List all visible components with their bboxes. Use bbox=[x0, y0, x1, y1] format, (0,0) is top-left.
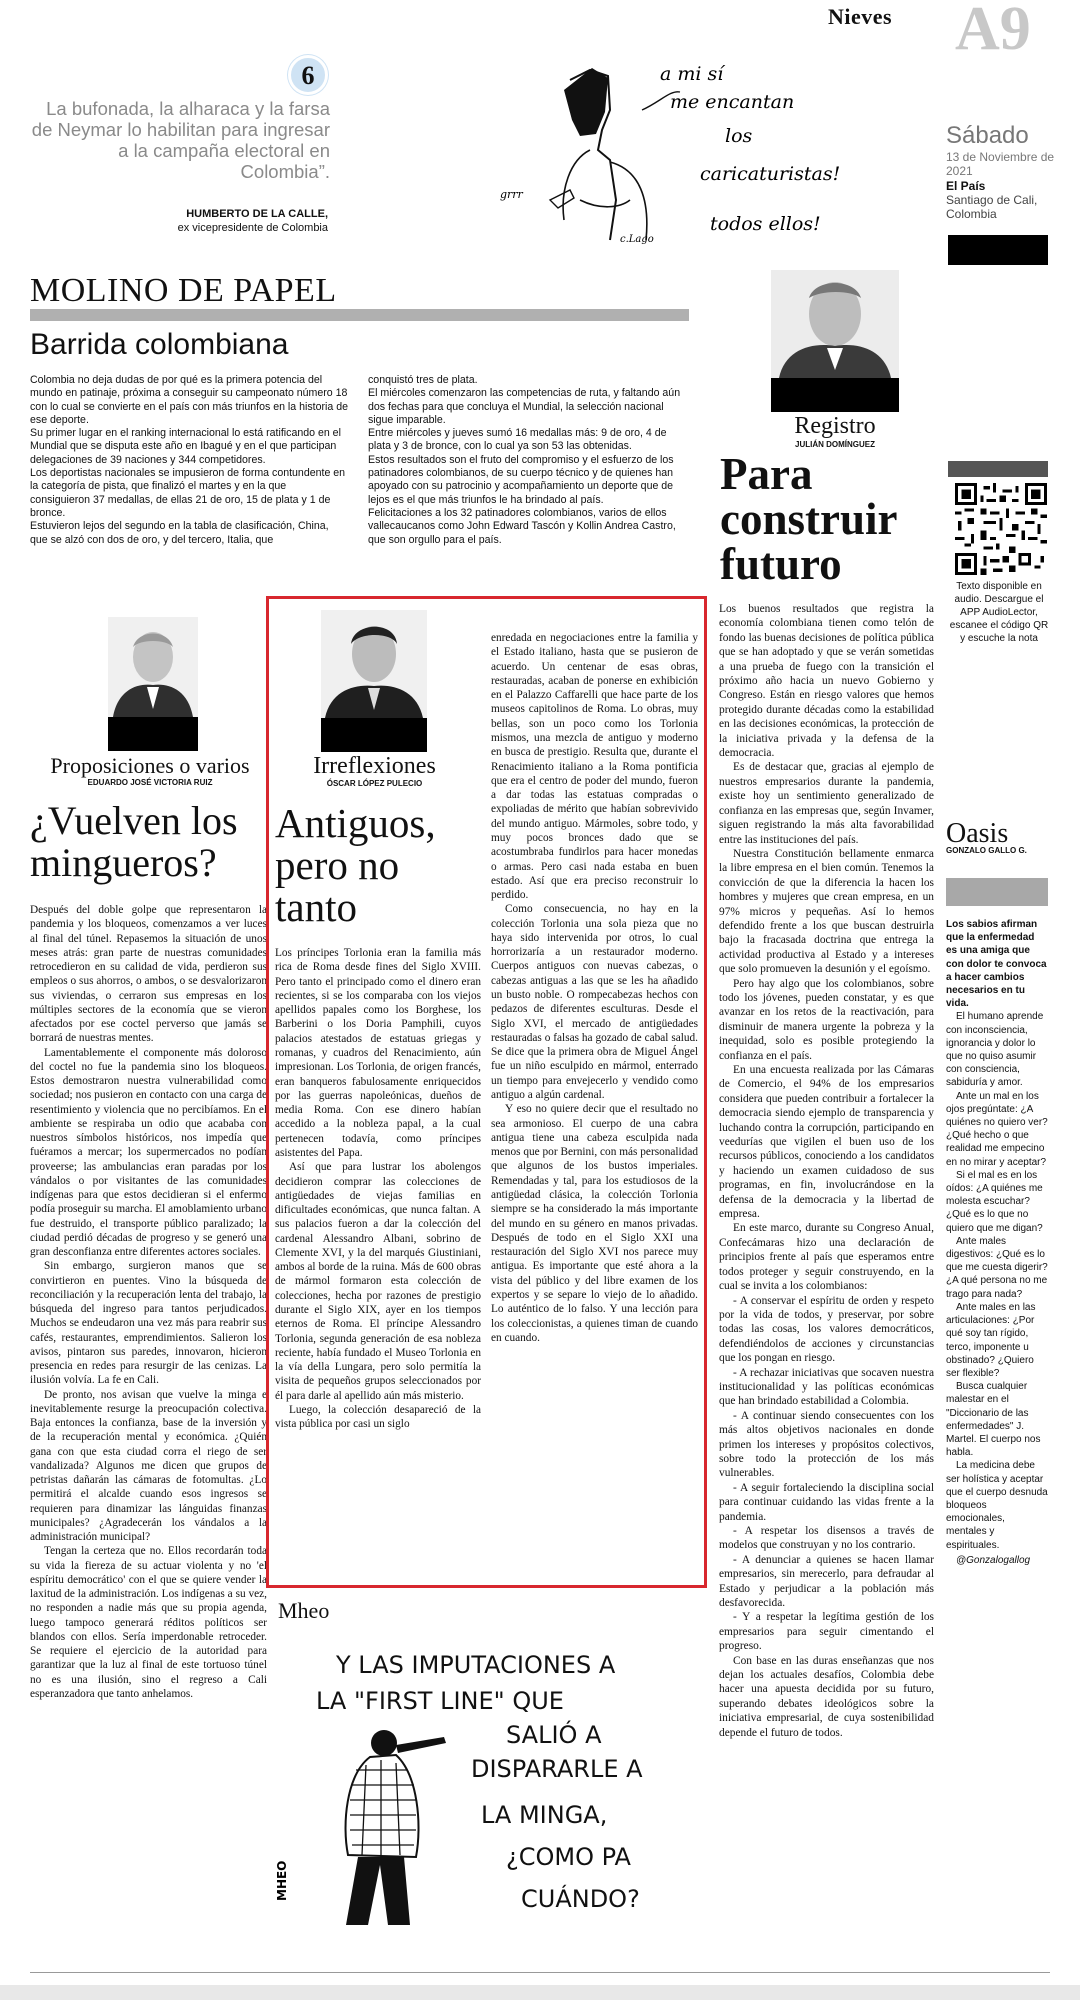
figure-head bbox=[564, 68, 608, 136]
cartoon-text-line5: LA MINGA, bbox=[481, 1801, 608, 1829]
footer-band bbox=[0, 1985, 1080, 2000]
qr-code-icon[interactable] bbox=[955, 483, 1047, 575]
page-number: A9 bbox=[955, 0, 1031, 63]
paragraph: - A seguir fortaleciendo la disciplina social para continuar cuidando las vidas frente a la pandemia. bbox=[719, 1481, 934, 1523]
paragraph: Con base en las duras enseñanzas que nos dejan los actuales desafíos, Colombia debe hacer una apuesta decidida por su futuro, superando debates ideológicos sobre la iniciativa empresarial, de cuya sostenibilidad depende el futuro de todos. bbox=[719, 1654, 934, 1739]
quote-attribution bbox=[30, 207, 328, 235]
editorial-column-2 bbox=[368, 374, 686, 547]
paragraph: - A conservar el espíritu de orden y respeto por la vida de todos, y preservar, por sobre todas las cosas, los valores democráticos, defendiéndolos de acciones y circunstancias que los pongan en riesgo. bbox=[719, 1294, 934, 1365]
cartoon-text-line4: DISPARARLE A bbox=[471, 1755, 643, 1783]
paragraph: - A denunciar a quienes se hacen llamar empresarios, sin merecerlo, para defraudar al Estado y perjudicar a la población más desfavorecida. bbox=[719, 1553, 934, 1610]
cartoon-text-line3: los bbox=[725, 125, 753, 147]
paragraph: El miércoles comenzaron las competencias de ruta, y faltando aún dos fechas para que concluya el Mundial, la selección nacional sigue imparable. bbox=[368, 387, 681, 426]
redacted-bar bbox=[948, 235, 1048, 265]
cartoon-sound: grrr bbox=[500, 188, 523, 201]
cartoon-text-line3: SALIÓ A bbox=[506, 1721, 602, 1749]
column-name: Registro bbox=[794, 413, 876, 439]
paragraph: Sin embargo, surgieron manos que se convirtieron en puentes. Vino la búsqueda de reconciliación y la recuperación lenta del trabajo, la búsqueda del ingreso para tantos perjudicados. Muchos se endeudaron una vez más para reabrir sus cafés, restaurantes, emprendimientos. Salieron los avisos, pintaron sus paredes, innovaron, hicieron presencia en redes para resurgir de las cenizas. La ilusión volvía. La fe en Cali. bbox=[30, 1260, 267, 1387]
article-headline: Antiguos, pero no tanto bbox=[275, 800, 436, 930]
section-title: MOLINO DE PAPEL bbox=[30, 272, 337, 309]
cartoon-text-line1: a mi sí bbox=[660, 63, 724, 85]
column-name: Proposiciones o varios bbox=[50, 753, 250, 778]
column-name: Irreflexiones bbox=[313, 753, 436, 779]
paragraph: Los deportistas nacionales se impusieron de forma contundente en la categoría de pista, que finalizó el martes y en la que consiguieron 37 medallas, de ellas 21 de oro, 15 de plata y 1 de bronce. bbox=[30, 467, 346, 519]
paragraph: Colombia no deja dudas de por qué es la primera potencia del mundo en patinaje, próxima a conseguir su campeonato número 18 con lo cual se convierte en el país con más triunfos en la historia de ese deporte. bbox=[30, 374, 348, 426]
paragraph: - A respetar los disensos a través de modelos que construyan y no los contrario. bbox=[719, 1525, 934, 1552]
redacted-bar bbox=[321, 718, 427, 752]
columnist-photo-irreflexiones bbox=[321, 610, 427, 718]
city: Santiago de Cali, Colombia bbox=[946, 193, 1038, 221]
paragraph: Como consecuencia, no hay en la colección Torlonia una sola pieza que no haya sido intervenida por otros, lo cual horrorizaría a un restaurador moderno. Cuerpos antiguos con nuevas cabezas, o cabezas antiguas a las que se les ha añadido un busto noble. O rompecabezas hechos con pedazos de diferentes esculturas. Desde el Siglo XVI, el mercado de antigüedades restauradas o falsas ha gozado de cabal salud. Se dice que la primera obra de Miguel Ángel fue un niño esculpido en mármol, enterrado un tiempo para envejecerlo y vendido como antiguo a algún cardenal. bbox=[491, 903, 698, 1101]
oasis-lead: Los sabios afirman que la enfermedad es una amiga que con dolor te convoca a hacer cambios necesarios en tu vida. bbox=[946, 919, 1047, 1010]
cartoon-text-line2: LA "FIRST LINE" QUE bbox=[316, 1687, 564, 1715]
section-label: Nieves bbox=[828, 4, 893, 29]
cartoon-signature: MHEO bbox=[275, 1860, 289, 1901]
paragraph: Así que para lustrar los abolengos decidieron comprar las colecciones de antigüedades de viejas familias en dificultades económicas, que nunca faltan. A sus palacios fueron a dar la colección del cardenal Alessandro Albani, sobrino de Clemente XVI, y la del marqués Giustiniani, ambos al borde de la ruina. Más de 600 obras de mármol formaron esta colección de colecciones, hecha por razones de prestigio durante el Siglo XIX, ayer en los tiempos eternos de Roma. El príncipe Alessandro Torlonia, segunda generación de esa nobleza reciente, había fundado el Museo Torlonia en la vía della Lungara, pero solo permitía la visita de pequeños grupos seleccionados por él para darle al apellido aún más misterio. bbox=[275, 1161, 481, 1402]
columnist-photo-registro bbox=[771, 270, 899, 378]
author-handle[interactable]: @Gonzalogallog bbox=[956, 1554, 1031, 1566]
cartoon-label: Mheo bbox=[278, 1598, 330, 1623]
article-body-column-2 bbox=[491, 631, 698, 1345]
column-author: EDUARDO JOSÉ VICTORIA RUIZ bbox=[87, 778, 213, 787]
column-author: GONZALO GALLO G. bbox=[946, 846, 1027, 855]
paragraph: Lamentablemente el componente más doloroso del coctel no fue la pandemia sino los bloqueos. Estos demostraron nuestra vulnerabilidad como sociedad; nos pusieron en contacto con una carga de resentimiento y violencia que no percibíamos. En el ambiente se respiraba un odio que acababa con nuestros símbolos históricos, nos impedía que fuéramos a mercar; los supermercados no podían proveerse; las ambulancias eran paradas por los vándalos o por visitantes de las comunidades indígenas para que estos decidieran si el enfermo podía proseguir su marcha. El amoblamiento urbano fue destruido, el transporte público paralizado; la ciudad perdió décadas de progreso y se generó una gran desconfianza entre diferentes actores sociales. bbox=[30, 1046, 267, 1258]
column-author: JULIÁN DOMÍNGUEZ bbox=[795, 440, 875, 449]
paragraph: Busca cualquier malestar en el "Diccionario de las enfermedades" J. Martel. El cuerpo nos habla. bbox=[946, 1381, 1041, 1459]
paragraph: - A rechazar iniciativas que socaven nuestra institucionalidad y las políticas económicas que han brindado estabilidad a Colombia. bbox=[719, 1366, 934, 1408]
paragraph: Su primer lugar en el ranking internacional lo está ratificando en el Mundial que se disputa este año en Ibagué y en el que participan delegaciones de 39 naciones y 344 competidores. bbox=[30, 427, 341, 466]
redacted-bar bbox=[108, 717, 198, 751]
cartoon-text-line4: caricaturistas! bbox=[700, 163, 841, 185]
paragraph: De pronto, nos avisan que vuelve la minga e inevitablemente resurge la preocupación colectiva. Baja entonces la confianza, base de la inversión y de la recuperación mental y económica. ¿Quién gana con que esta ciudad corra el riego de ser vandalizada? Algunos me dicen que grupos de petristas dañarán las cámaras de fotomultas. ¿Lo permitirá el alcalde cuando esos ingresos se requieren para dinamizar las lánguidas finanzas municipales? ¿Agradecerán los vándalos a la administración municipal? bbox=[30, 1388, 267, 1543]
redacted-bar bbox=[946, 878, 1048, 906]
paragraph: En una encuesta realizada por las Cámaras de Comercio, el 94% de los empresarios considera que pueden contribuir a fortalecer la democracia siendo ejemplo de transparencia y luchando contra la corrupción, participando en veedurías que vigilen el buen uso de los recursos públicos, conociendo a los candidatos y haciendo un examen cuidadoso de sus programas, en fin, involucrándose en la defensa de la democracia y la libertad de empresa. bbox=[719, 1064, 934, 1221]
date: 13 de Noviembre de 2021 bbox=[946, 150, 1055, 178]
paragraph: Si el mal es en los oídos: ¿A quiénes me molesta escuchar? ¿Qué es lo que no quiero que me digan? bbox=[946, 1169, 1043, 1234]
newspaper-name: El País bbox=[946, 179, 986, 193]
paragraph: Pero hay algo que los colombianos, sobre todo los jóvenes, pueden constatar, y es que avanzar en los retos de la reactivación, para disminuir de manera urgente la pobreza y la inequidad, solo es posible protegiendo la confianza en el país. bbox=[719, 977, 934, 1062]
paragraph: enredada en negociaciones entre la familia y el Estado italiano, hasta que se pusieron de acuerdo. Un centenar de esas obras, restauradas, acaban de ponerse en exhibición en el Palazzo Caffarelli que hace parte de los museos capitolinos de Roma. Lo obras, muy bellas, son un poco como los Torlonia mismos, una mezcla de antiguo y moderno en busca de prestigio. Resulta que, durante el Renacimiento italiano a la Roma pontificia que era el centro de poder del mundo, fueron a dar todas las estatuas compradas o expoliadas de mérito que habían sobrevivido del mundo antiguo. Mármoles, sobre todo, y muy pocos bronces dado que se acostumbraba fundirlos para hacer monedas o armas. Pero casi nada estaba en buen estado. Así que era preciso reconstruir lo perdido. bbox=[491, 632, 698, 902]
footer-rule bbox=[30, 1972, 1050, 1973]
section-rule bbox=[30, 309, 689, 321]
paragraph: Es de destacar que, gracias al ejemplo de nuestros empresarios durante la pandemia, existe hoy un sentimiento generalizado de confianza en las empresas que, según Invamer, siguen registrando la más alta favorabilidad entre las instituciones del país. bbox=[719, 761, 934, 846]
paragraph: Estuvieron lejos del segundo en la tabla de clasificación, China, que se alzó con dos de oro, y del tercero, Italia, que bbox=[30, 520, 329, 546]
article-headline: Para construir futuro bbox=[720, 449, 897, 589]
oasis-body bbox=[946, 918, 1048, 1567]
quote-number: 6 bbox=[301, 61, 315, 90]
paragraph: Ante males digestivos: ¿Qué es lo que me cuesta digerir? ¿A qué persona no me trago para nada? bbox=[946, 1235, 1048, 1300]
editorial-headline: Barrida colombiana bbox=[30, 328, 289, 361]
paragraph: Los príncipes Torlonia eran la familia más rica de Roma desde fines del Siglo XVIII. Pero tanto el principado como el dinero eran recientes, si se los comparaba con los viejos apellidos papales como los Borghese, los Barberini o los Doria Pamphili, cuyos palacios atestados de estatuas griegas y romanas, y cuadros del Renacimiento, aún impresionan. Los Torlonia, de origen francés, eran banqueros fabulosamente enriquecidos por las guerras napoleónicas, dueños de media Roma. Con ese dinero habían accedido a la nobleza papal, a la cual pertenecen todavía, como príncipes asistentes del Papa. bbox=[275, 947, 481, 1159]
paragraph: Tengan la certeza que no. Ellos recordarán toda su vida la fiereza de su actuar violenta y no 'el espíritu democrático' con el que se quiere vender la laxitud de la administración. Los indígenas a su vez, no responden a nadie más que su propia agenda, luego tampoco generará réditos políticos ser blandos con ellos. Sería imperdonable retroceder. Se requiere el ejercicio de la autoridad para garantizar que la luz al final de este tortuoso túnel no es una ilusión, sino el regreso a Cali esperanzadora que tanto anhelamos. bbox=[30, 1545, 267, 1700]
paragraph: El humano aprende con inconsciencia, ignorancia y dolor lo que no quiso asumir con consciencia, sabiduría y amor. bbox=[946, 1011, 1044, 1089]
article-headline: ¿Vuelven los mingueros? bbox=[30, 798, 238, 885]
paragraph: En este marco, durante su Congreso Anual, Confecámaras hizo una declaración de principios frente al país que esperamos entre todos proteger y seguir construyendo, en la cual se invita a los colombianos: bbox=[719, 1222, 934, 1293]
column-name: Oasis bbox=[946, 818, 1009, 849]
paragraph: Después del doble golpe que representaron la pandemia y los bloqueos, comenzamos a ver luces al final del túnel. Repasemos la situación de unos meses atrás: gran parte de nuestras comunidades retrocedieron en su calidad de vida, perdieron sus empleos o sus ahorros, o ambos, o se desvalorizaron sus viviendas, o cerraron sus empresas en los múltiples sectores de la economía que se vieron afectados por ese coctel perverso que jamás se borrará de nuestras mentes. bbox=[30, 904, 267, 1045]
paragraph: - Y a respetar la legítima gestión de los empresarios para seguir cimentando el progreso. bbox=[719, 1611, 934, 1653]
cartoon-text-line2: me encantan bbox=[670, 91, 795, 113]
paragraph: Y eso no quiere decir que el resultado no sea armonioso. El cuerpo de una cabra antigua tiene una cabeza esculpida nada menos que por Bernini, con más personalidad que algunos de los bustos imperiales. Remendadas y tal, para los estudiosos de la antigüedad clásica, la colección Torlonia siempre se ha considerado la más importante del mundo en su género en manos privadas. Después de todo en el Siglo XXI una restauración del Siglo XVI nos parece muy antigua. Es importante que esté ahora a la vista del público y del libre examen de los expertos y se separe lo viejo de lo añadido. Lo auténtico de lo falso. Y una lección para los coleccionistas, a quienes timan de cuando en cuando. bbox=[491, 1103, 698, 1344]
cartoon-text-line6: ¿COMO PA bbox=[506, 1843, 631, 1871]
paragraph: Ante un mal en los ojos pregúntate: ¿A quiénes no quiero ver? ¿Qué hecho o que realidad me empecino en no mirar y aceptar? bbox=[946, 1090, 1048, 1168]
edition-date-box bbox=[946, 122, 1076, 221]
top-caricature bbox=[500, 50, 870, 250]
paragraph: Los buenos resultados que registra la economía colombiana tienen como telón de fondo las buenas decisiones de política pública que se han adoptado y que se verán sometidas a una prueba de fuego con la transición el próximo año hacia un nuevo Gobierno y Congreso. Están en riesgo valores que hemos protegido durante décadas como la estabilidad en las decisiones económicas, la protección de la iniciativa privada y la defensa de la democracia. bbox=[719, 603, 934, 760]
column-author: ÓSCAR LÓPEZ PULECIO bbox=[326, 779, 423, 788]
paragraph: - A continuar siendo consecuentes con los más altos objetivos nacionales en donde primen los intereses y propósitos colectivos, sobre todo la protección de los más vulnerables. bbox=[719, 1409, 934, 1480]
divider-bar bbox=[948, 461, 1048, 477]
mheo-cartoon bbox=[276, 1625, 706, 1943]
paragraph: La medicina debe ser holística y aceptar que el cuerpo desnuda bloqueos emocionales, mentales y espirituales. bbox=[946, 1460, 1048, 1551]
qr-caption: Texto disponible en audio. Descargue el APP AudioLector, escanee el código QR y escuche la nota bbox=[949, 581, 1049, 644]
article-body bbox=[30, 903, 267, 1701]
article-body bbox=[719, 602, 934, 1740]
paragraph: Ante males en las articulaciones: ¿Por qué soy tan rígido, terco, imponente u obstinado? ¿Quiero ser flexible? bbox=[946, 1301, 1036, 1379]
article-body-column-1 bbox=[275, 946, 481, 1432]
figure-body bbox=[563, 150, 647, 240]
cartoon-text-line5: todos ellos! bbox=[710, 213, 821, 235]
editorial-column-1 bbox=[30, 374, 348, 547]
paragraph: Entre miércoles y jueves sumó 16 medallas más: 9 de oro, 4 de plata y 3 de bronce, con lo cual ya son 53 las obtenidas. bbox=[368, 427, 667, 453]
quote-number-badge bbox=[288, 55, 328, 95]
columnist-photo-proposiciones bbox=[108, 617, 198, 717]
cartoon-signature: c.Lago bbox=[620, 234, 654, 245]
gunman-figure bbox=[346, 1730, 446, 1925]
quote-text: La bufonada, la alharaca y la farsa de Neymar lo habilitan para ingresar a la campaña electoral en Colombia”. bbox=[31, 98, 330, 182]
paragraph: Felicitaciones a los 32 patinadores colombianos, varios de ellos vallecaucanos como John Edward Tascón y Kollin Andrea Castro, que son orgullo para el país. bbox=[368, 506, 676, 546]
quote-author: HUMBERTO DE LA CALLE, bbox=[186, 208, 328, 220]
quote-author-role: ex vicepresidente de Colombia bbox=[177, 222, 328, 234]
weekday: Sábado bbox=[946, 122, 1029, 149]
cartoon-text-line1: Y LAS IMPUTACIONES A bbox=[336, 1651, 616, 1679]
paragraph: Nuestra Constitución bellamente enmarca la libre empresa en el bien común. Tenemos la convicción de que la diferencia la hacen los hombres y mujeres que crean empresa, en un 97% micros y pequeñas. Así lo hemos defendido frente a los que buscan destruirla bajo la fracasada doctrina que entrega la actividad productiva al Estado y a intereses que solo promueven la desunión y el egoísmo. bbox=[719, 847, 934, 976]
redacted-bar bbox=[771, 378, 899, 412]
paragraph: conquistó tres de plata. bbox=[368, 374, 478, 386]
paragraph: Estos resultados son el fruto del compromiso y el esfuerzo de los patinadores colombianos, de su cuerpo técnico y de quienes han apoyado con su patrocinio y acompañamiento un deporte que de lejos es el que más triunfos le ha brindado al país. bbox=[368, 453, 674, 506]
cartoon-text-line7: CUÁNDO? bbox=[521, 1885, 640, 1913]
paragraph: Luego, la colección desapareció de la vista pública por casi un siglo bbox=[275, 1404, 481, 1431]
figure-hand bbox=[550, 190, 574, 208]
